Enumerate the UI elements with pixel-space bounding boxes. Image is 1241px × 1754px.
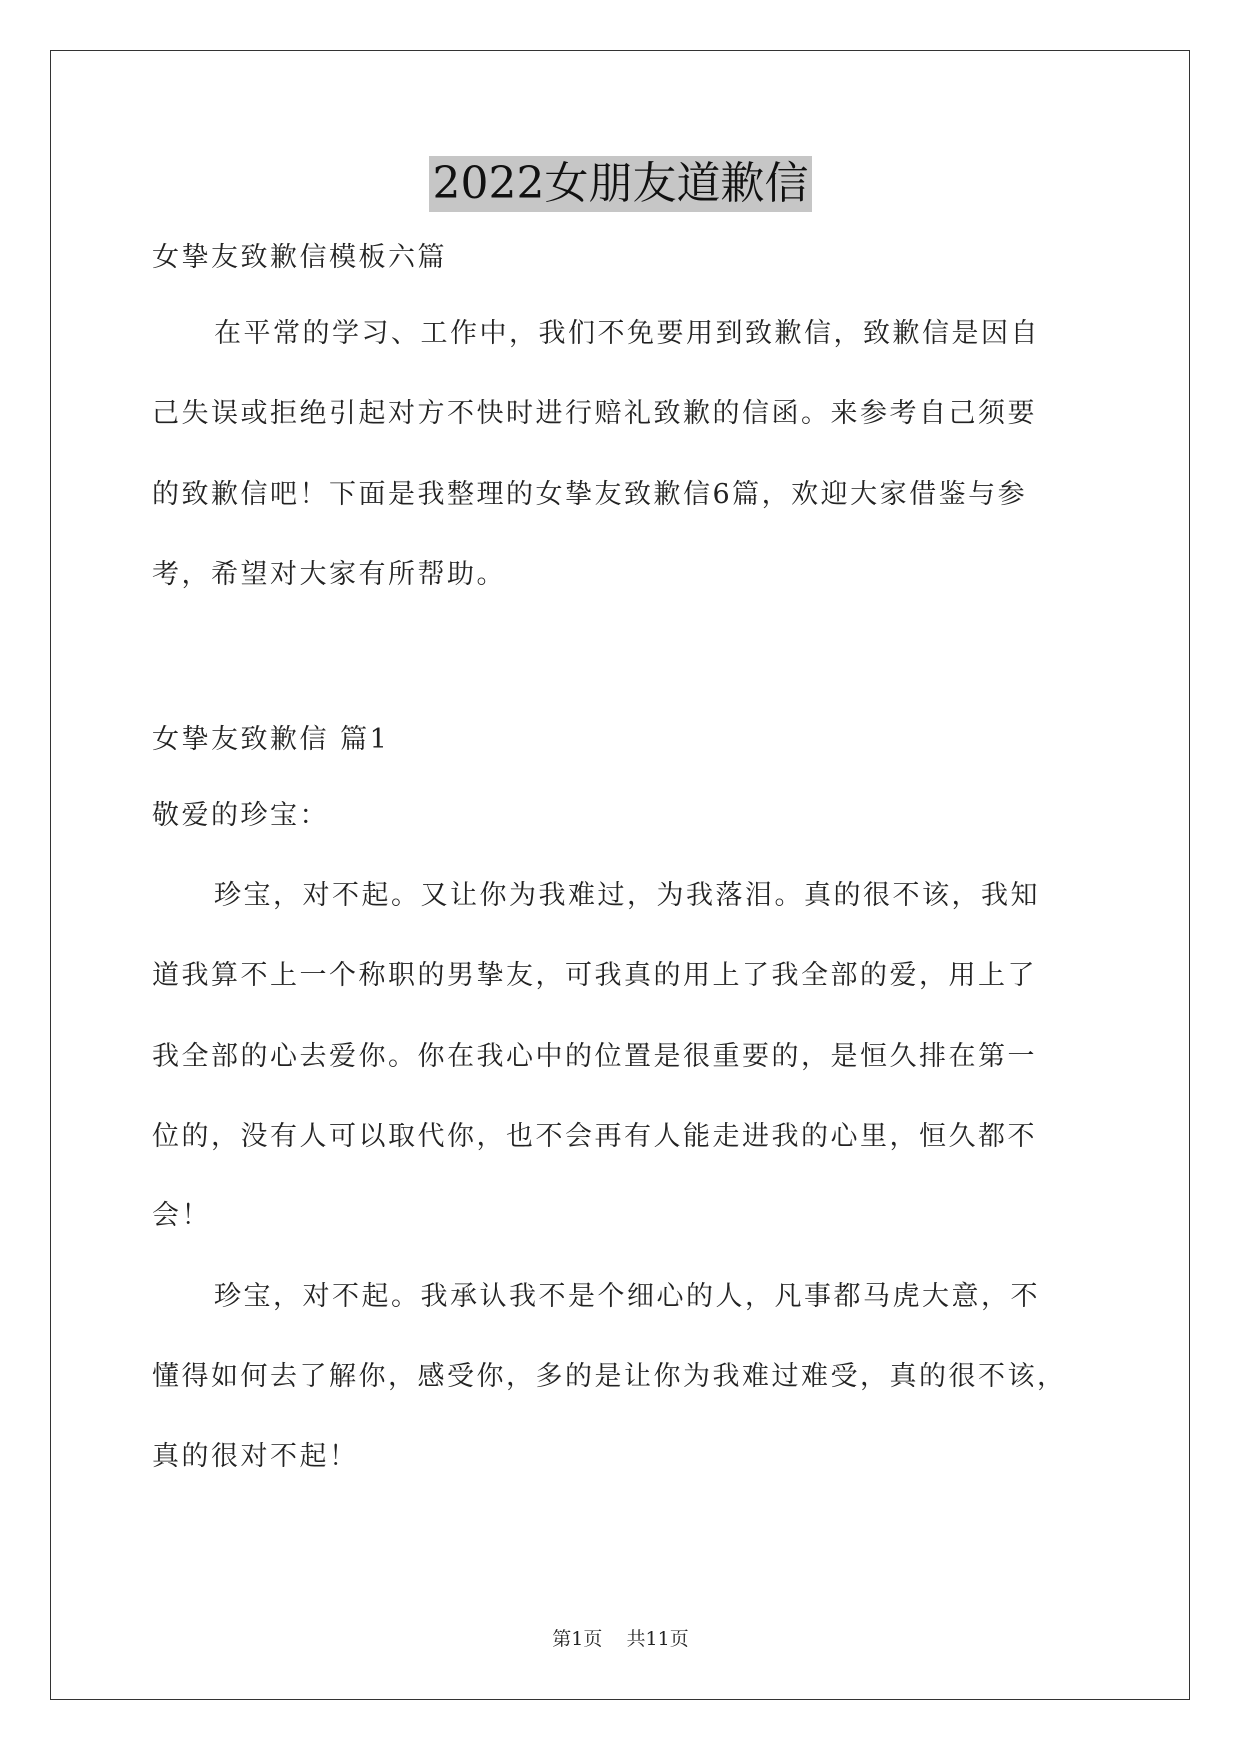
document-title: 2022女朋友道歉信 (429, 156, 813, 212)
paragraph1-line-3: 我全部的心去爱你。你在我心中的位置是很重要的，是恒久排在第一 (152, 1041, 1037, 1072)
salutation: 敬爱的珍宝： (152, 800, 329, 831)
paragraph2-line-1: 珍宝，对不起。我承认我不是个细心的人，凡事都马虎大意，不 (214, 1281, 1040, 1312)
paragraph1-line-1: 珍宝，对不起。又让你为我难过，为我落泪。真的很不该，我知 (214, 880, 1040, 911)
title-block (0, 156, 1241, 212)
intro-line-4: 考，希望对大家有所帮助。 (152, 559, 506, 590)
section-heading: 女挚友致歉信 篇1 (152, 724, 390, 755)
intro-line-2: 己失误或拒绝引起对方不快时进行赔礼致歉的信函。来参考自己须要 (152, 398, 1037, 429)
page-number: 第1页 (552, 1628, 603, 1650)
paragraph2-line-3: 真的很对不起！ (152, 1441, 359, 1472)
paragraph1-line-4: 位的，没有人可以取代你，也不会再有人能走进我的心里，恒久都不 (152, 1121, 1037, 1152)
paragraph1-line-2: 道我算不上一个称职的男挚友，可我真的用上了我全部的爱，用上了 (152, 960, 1037, 991)
subtitle: 女挚友致歉信模板六篇 (152, 242, 447, 273)
intro-line-3: 的致歉信吧！下面是我整理的女挚友致歉信6篇，欢迎大家借鉴与参 (152, 479, 1028, 510)
intro-line-1: 在平常的学习、工作中，我们不免要用到致歉信，致歉信是因自 (214, 318, 1040, 349)
page-footer (0, 1624, 1241, 1651)
paragraph1-line-5: 会！ (152, 1200, 211, 1231)
page-total: 共11页 (626, 1628, 689, 1650)
paragraph2-line-2: 懂得如何去了解你，感受你，多的是让你为我难过难受，真的很不该， (152, 1361, 1067, 1392)
